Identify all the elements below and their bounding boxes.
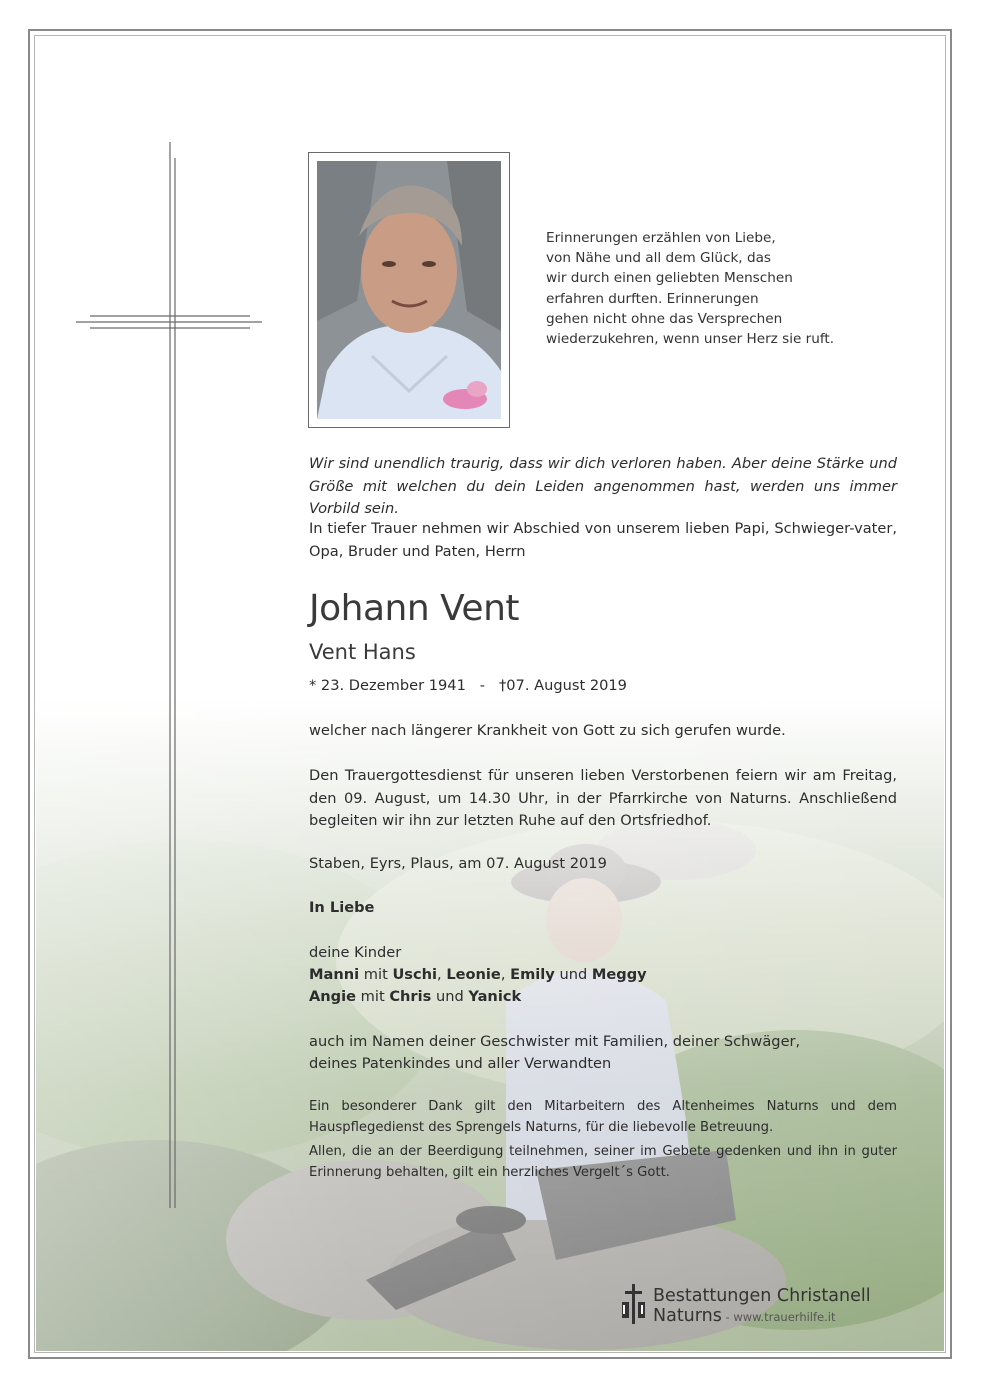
deceased-name: Johann Vent (309, 588, 520, 629)
family-line-2 (309, 986, 897, 1009)
funeral-home-name: Bestattungen Christanell (653, 1286, 871, 1306)
connector: mit (356, 988, 390, 1005)
thanks-text: Allen, die an der Beerdigung teilnehmen, seiner im Gebete gedenken und ihn in guter Erinnerung behalten, gilt ein herzliches Vergelt´s Gott. (309, 1144, 897, 1180)
relatives-line: auch im Namen deiner Geschwister mit Familien, deiner Schwäger, (309, 1033, 801, 1050)
connector: , (437, 966, 447, 983)
family-member: Emily (510, 966, 555, 983)
poem-line: erfahren durften. Erinnerungen (546, 290, 759, 307)
connector: , (500, 966, 511, 983)
life-dates: * 23. Dezember 1941 - †07. August 2019 (309, 677, 627, 694)
poem-line: gehen nicht ohne das Versprechen (546, 310, 783, 327)
poem-line: Erinnerungen erzählen von Liebe, (546, 230, 776, 246)
family-member: Uschi (392, 966, 438, 983)
nickname: Vent Hans (309, 640, 416, 664)
place-date: Staben, Eyrs, Plaus, am 07. August 2019 (309, 855, 607, 872)
poem (546, 228, 876, 349)
family-member: Angie (309, 988, 357, 1005)
family-member: Manni (309, 966, 360, 983)
family-member: Leonie (446, 966, 501, 983)
family-member: Meggy (591, 966, 647, 983)
relatives-line: deines Patenkindes und aller Verwandten (309, 1055, 612, 1072)
in-love: In Liebe (309, 899, 375, 916)
illness-text: welcher nach längerer Krankheit von Gott zu sich gerufen wurde. (309, 722, 786, 739)
connector: und (431, 988, 469, 1005)
funeral-home-logo (620, 1284, 900, 1330)
funeral-logo-icon (620, 1284, 648, 1324)
service-text: Den Trauergottesdienst für unseren lieben Verstorbenen feiern wir am Freitag, den 09. August, um 14.30 Uhr, in der Pfarrkirche von Naturns. Anschließend begleiten wir ihn zur letzten Ruhe auf den Ortsfriedhof. (309, 767, 897, 829)
poem-line: wir durch einen geliebten Menschen (546, 270, 793, 287)
funeral-home-town (653, 1306, 836, 1326)
family-line-1 (309, 964, 897, 987)
family-member: Chris (389, 988, 432, 1005)
intro-text: In tiefer Trauer nehmen wir Abschied von unserem lieben Papi, Schwieger-vater, Opa, Bruder und Paten, Herrn (309, 520, 897, 560)
poem-line: von Nähe und all dem Glück, das (546, 250, 771, 267)
quote: Wir sind unendlich traurig, dass wir dich verloren haben. Aber deine Stärke und Größe mit welchen du dein Leiden angenommen hast, werden uns immer Vorbild sein. (309, 455, 897, 517)
poem-line: wiederzukehren, wenn unser Herz sie ruft. (546, 331, 835, 348)
family-member: Yanick (468, 988, 522, 1005)
thanks-text: Ein besonderer Dank gilt den Mitarbeitern des Altenheimes Naturns und dem Hauspflegedienst des Sprengels Naturns, für die liebevolle Betreuung. (309, 1099, 897, 1135)
children-label: deine Kinder (309, 944, 402, 961)
town-name: Naturns (653, 1306, 722, 1326)
connector: und (554, 966, 592, 983)
portrait-photo (308, 152, 510, 428)
connector: mit (359, 966, 393, 983)
website-url: - www.trauerhilfe.it (721, 1310, 836, 1324)
